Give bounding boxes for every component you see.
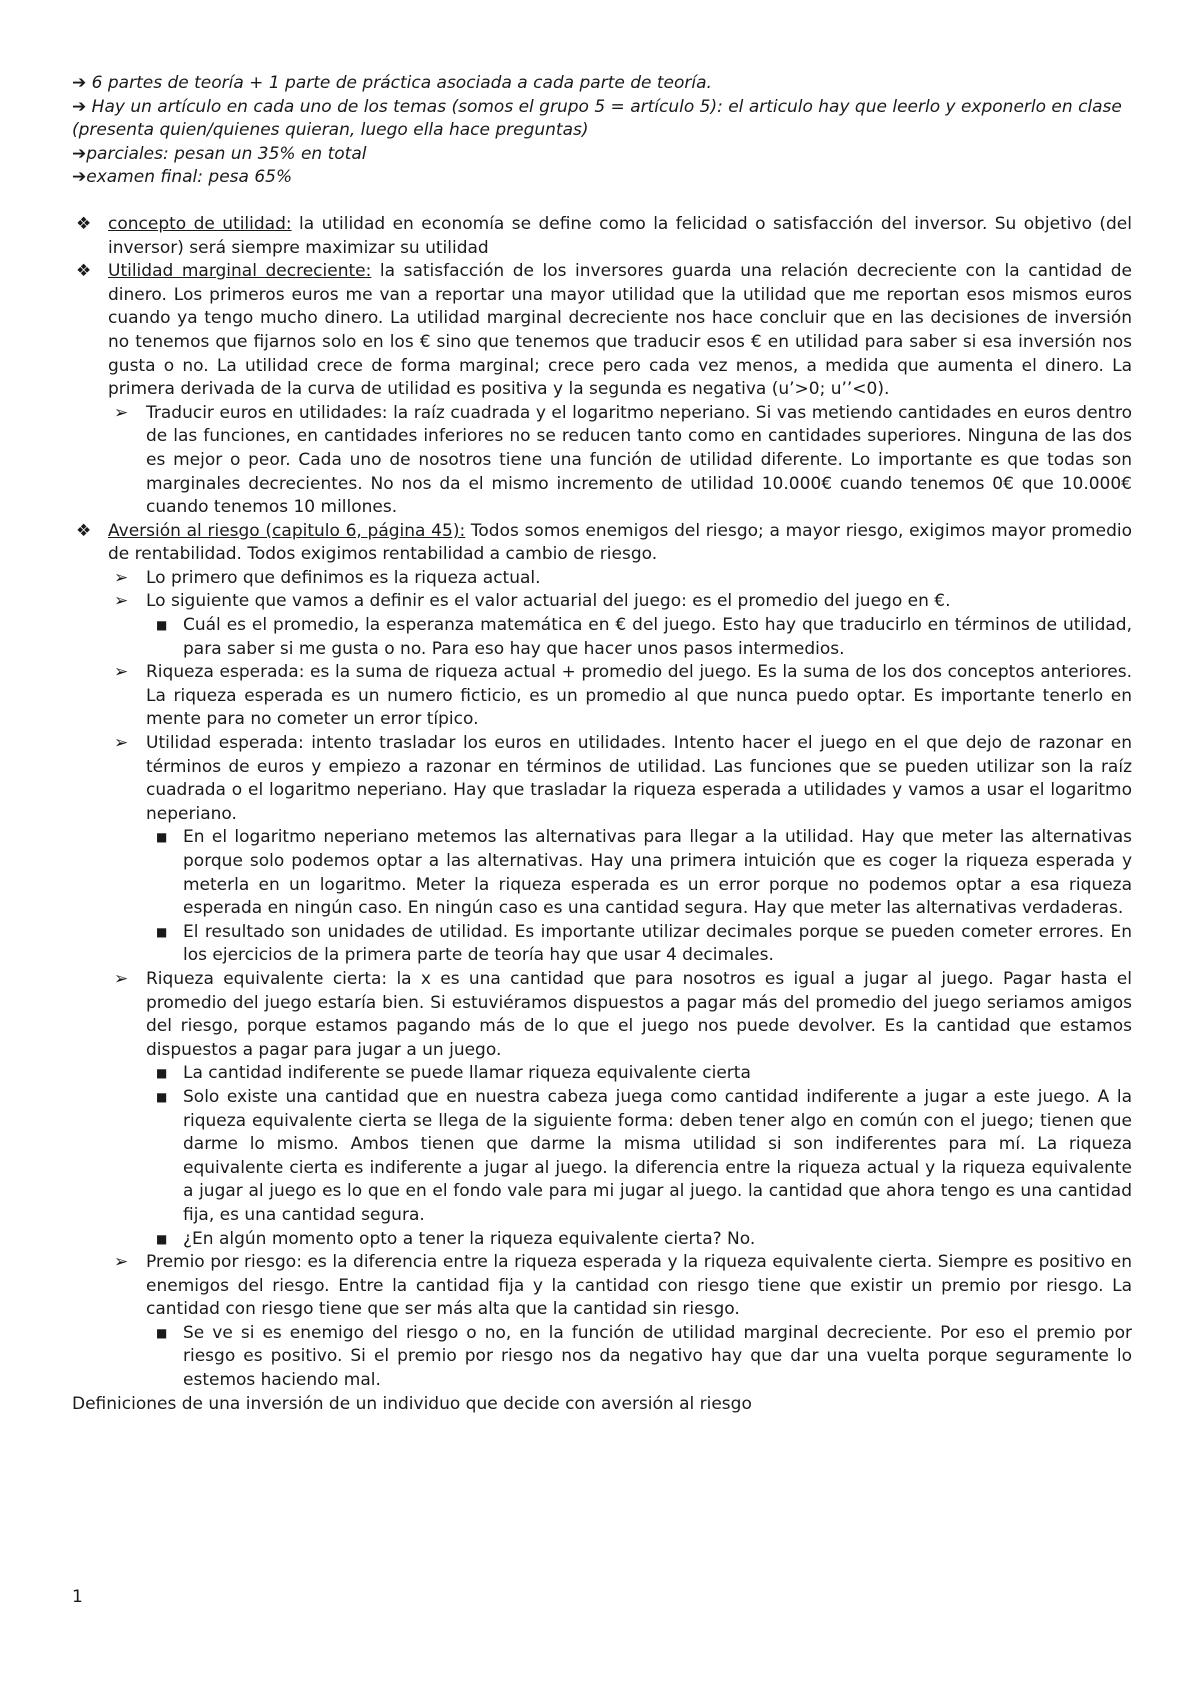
sub-riqueza-actual: ➢ Lo primero que definimos es la riqueza actual. (72, 567, 1132, 591)
sub-traducir-euros: ➢ Traducir euros en utilidades: la raíz cuadrada y el logaritmo neperiano. Si vas metiendo cantidades en euros dentro de las funciones, en cantidades inferiores no se reducen tanto como en cantidades superiores. Ninguna de las dos es mejor o peor. Cada uno de nosotros tiene una función de utilidad diferente. Lo importante es que todas son marginales decrecientes. No nos da el mismo incremento de utilidad 10.000€ cuando tenemos 0€ que 10.000€ cuando tenemos 10 millones. (114, 402, 1132, 518)
square-bullet-icon: ■ (156, 1231, 168, 1246)
section-aversion-riesgo: ❖ Aversión al riesgo (capitulo 6, página 45): Todos somos enemigos del riesgo; a mayor riesgo, exigimos mayor promedio de rentabilidad. Todos exigimos rentabilidad a cambio de riesgo. (76, 520, 1132, 565)
arrow-right-icon: ➔ (72, 167, 87, 188)
sub-sub-solo-existe: ■ Solo existe una cantidad que en nuestra cabeza juega como cantidad indiferente a jugar a este juego. A la riqueza equivalente cierta se llega de la siguiente forma: deben tener algo en común con el juego; tienen que darme lo mismo. Ambos tienen que darme la misma utilidad si son indiferentes para mí. La riqueza equivalente cierta es indiferente a jugar al juego. la diferencia entre la riqueza actual y la riqueza equivalente a jugar al juego es lo que en el fondo vale para mi jugar al juego. la cantidad que ahora tengo es una cantidad fija, es una cantidad segura. (156, 1086, 1132, 1225)
intro-line-4: ➔examen final: pesa 65% (72, 167, 293, 188)
sub-sub-logaritmo: ■ En el logaritmo neperiano metemos las alternativas para llegar a la utilidad. Hay que meter las alternativas porque solo podemos optar a las alternativas. Hay una primera intuición que es coger la riqueza esperada y meterla en un logaritmo. Meter la riqueza esperada es un error porque no podemos optar a esa riqueza esperada en ningún caso. En ningún caso es una cantidad segura. Hay que meter las alternativas verdaderas. (156, 827, 1132, 919)
document-page (72, 72, 1132, 1416)
chevron-right-bullet-icon: ➢ (114, 402, 129, 423)
chevron-right-bullet-icon: ➢ (114, 1252, 129, 1273)
intro-line-1: ➔ 6 partes de teoría + 1 parte de práctica asociada a cada parte de teoría. (72, 73, 712, 93)
intro-line-2: ➔ Hay un artículo en cada uno de los temas (somos el grupo 5 = artículo 5): el articulo hay que leerlo y exponerlo en clase (presenta quien/quienes quieran, luego ella hace preguntas) (72, 96, 1122, 141)
intro-line-3: ➔parciales: pesan un 35% en total (72, 143, 367, 164)
four-diamond-bullet-icon: ❖ (76, 261, 92, 282)
chevron-right-bullet-icon: ➢ (114, 733, 129, 754)
arrow-right-icon: ➔ (72, 96, 87, 117)
sub-utilidad-esperada: ➢ Utilidad esperada: intento trasladar los euros en utilidades. Intento hacer el juego en el que dejo de razonar en términos de euros y empiezo a razonar en términos de utilidad. Las funciones que se pueden utilizar son la raíz cuadrada o el logaritmo neperiano. Hay que trasladar la riqueza esperada a utilidades y vamos a usar el logaritmo neperiano. (114, 733, 1132, 824)
sub-sub-enemigo: ■ Se ve si es enemigo del riesgo o no, en la función de utilidad marginal decreciente. Por eso el premio por riesgo es positivo. Si el premio por riesgo nos da negativo hay que dar una vuelta porque seguramente lo estemos haciendo mal. (156, 1322, 1132, 1391)
sub-sub-cantidad-indiferente: ■ La cantidad indiferente se puede llamar riqueza equivalente cierta (72, 1062, 1132, 1086)
square-bullet-icon: ■ (156, 830, 168, 845)
closing-line: Definiciones de una inversión de un individuo que decide con aversión al riesgo (72, 1393, 752, 1414)
sub-riqueza-equivalente: ➢ Riqueza equivalente cierta: la x es una cantidad que para nosotros es igual a jugar al juego. Pagar hasta el promedio del juego estaría bien. Si estuviéramos dispuestos a pagar más del promedio del juego seriamos amigos del riesgo, porque estamos pagando más de lo que el juego nos puede devolver. Es la cantidad que estamos dispuestos a pagar para jugar a un juego. (114, 968, 1132, 1060)
chevron-right-bullet-icon: ➢ (114, 567, 129, 588)
sub-sub-decimales: ■ El resultado son unidades de utilidad. Es importante utilizar decimales porque se pueden cometer errores. En los ejercicios de la primera parte de teoría hay que usar 4 decimales. (156, 921, 1132, 966)
sub-premio-riesgo: ➢ Premio por riesgo: es la diferencia entre la riqueza esperada y la riqueza equivalente cierta. Siempre es positivo en enemigos del riesgo. Entre la cantidad fija y la cantidad con riesgo tiene que existir un premio por riesgo. La cantidad con riesgo tiene que ser más alta que la cantidad sin riesgo. (114, 1252, 1132, 1320)
page-number: 1 (72, 1587, 83, 1607)
four-diamond-bullet-icon: ❖ (76, 213, 92, 234)
square-bullet-icon: ■ (156, 1089, 168, 1104)
square-bullet-icon: ■ (156, 618, 168, 633)
square-bullet-icon: ■ (156, 1066, 168, 1081)
sub-valor-actuarial: ➢ Lo siguiente que vamos a definir es el valor actuarial del juego: es el promedio del juego en €. (72, 590, 1132, 614)
section-concepto-utilidad: ❖ concepto de utilidad: la utilidad en economía se define como la felicidad o satisfacción del inversor. Su objetivo (del inversor) será siempre maximizar su utilidad (76, 213, 1132, 258)
sub-sub-opto: ■ ¿En algún momento opto a tener la riqueza equivalente cierta? No. (72, 1228, 1132, 1252)
chevron-right-bullet-icon: ➢ (114, 662, 129, 683)
square-bullet-icon: ■ (156, 924, 168, 939)
sub-riqueza-esperada: ➢ Riqueza esperada: es la suma de riqueza actual + promedio del juego. Es la suma de los dos conceptos anteriores. La riqueza esperada es un numero ficticio, es un promedio al que nunca puedo optar. Es importante tenerlo en mente para no cometer un error típico. (114, 662, 1132, 730)
four-diamond-bullet-icon: ❖ (76, 520, 92, 541)
arrow-right-icon: ➔ (72, 73, 87, 93)
section-utilidad-marginal: ❖ Utilidad marginal decreciente: la satisfacción de los inversores guarda una relación decreciente con la cantidad de dinero. Los primeros euros me van a reportar una mayor utilidad que la utilidad que me reportan esos mismos euros cuando ya tengo mucho dinero. La utilidad marginal decreciente nos hace concluir que en las decisiones de inversión no tenemos que fijarnos solo en los € sino que tenemos que traducir esos € en utilidad para saber si esa inversión nos gusta o no. La utilidad crece de forma marginal; crece pero cada vez menos, a medida que aumenta el dinero. La primera derivada de la curva de utilidad es positiva y la segunda es negativa (u’>0; u’’<0). (76, 261, 1133, 400)
chevron-right-bullet-icon: ➢ (114, 968, 129, 989)
arrow-right-icon: ➔ (72, 143, 87, 164)
sub-sub-esperanza: ■ Cuál es el promedio, la esperanza matemática en € del juego. Esto hay que traducirlo en términos de utilidad, para saber si me gusta o no. Para eso hay que hacer unos pasos intermedios. (156, 615, 1132, 659)
square-bullet-icon: ■ (156, 1325, 168, 1340)
chevron-right-bullet-icon: ➢ (114, 591, 129, 612)
